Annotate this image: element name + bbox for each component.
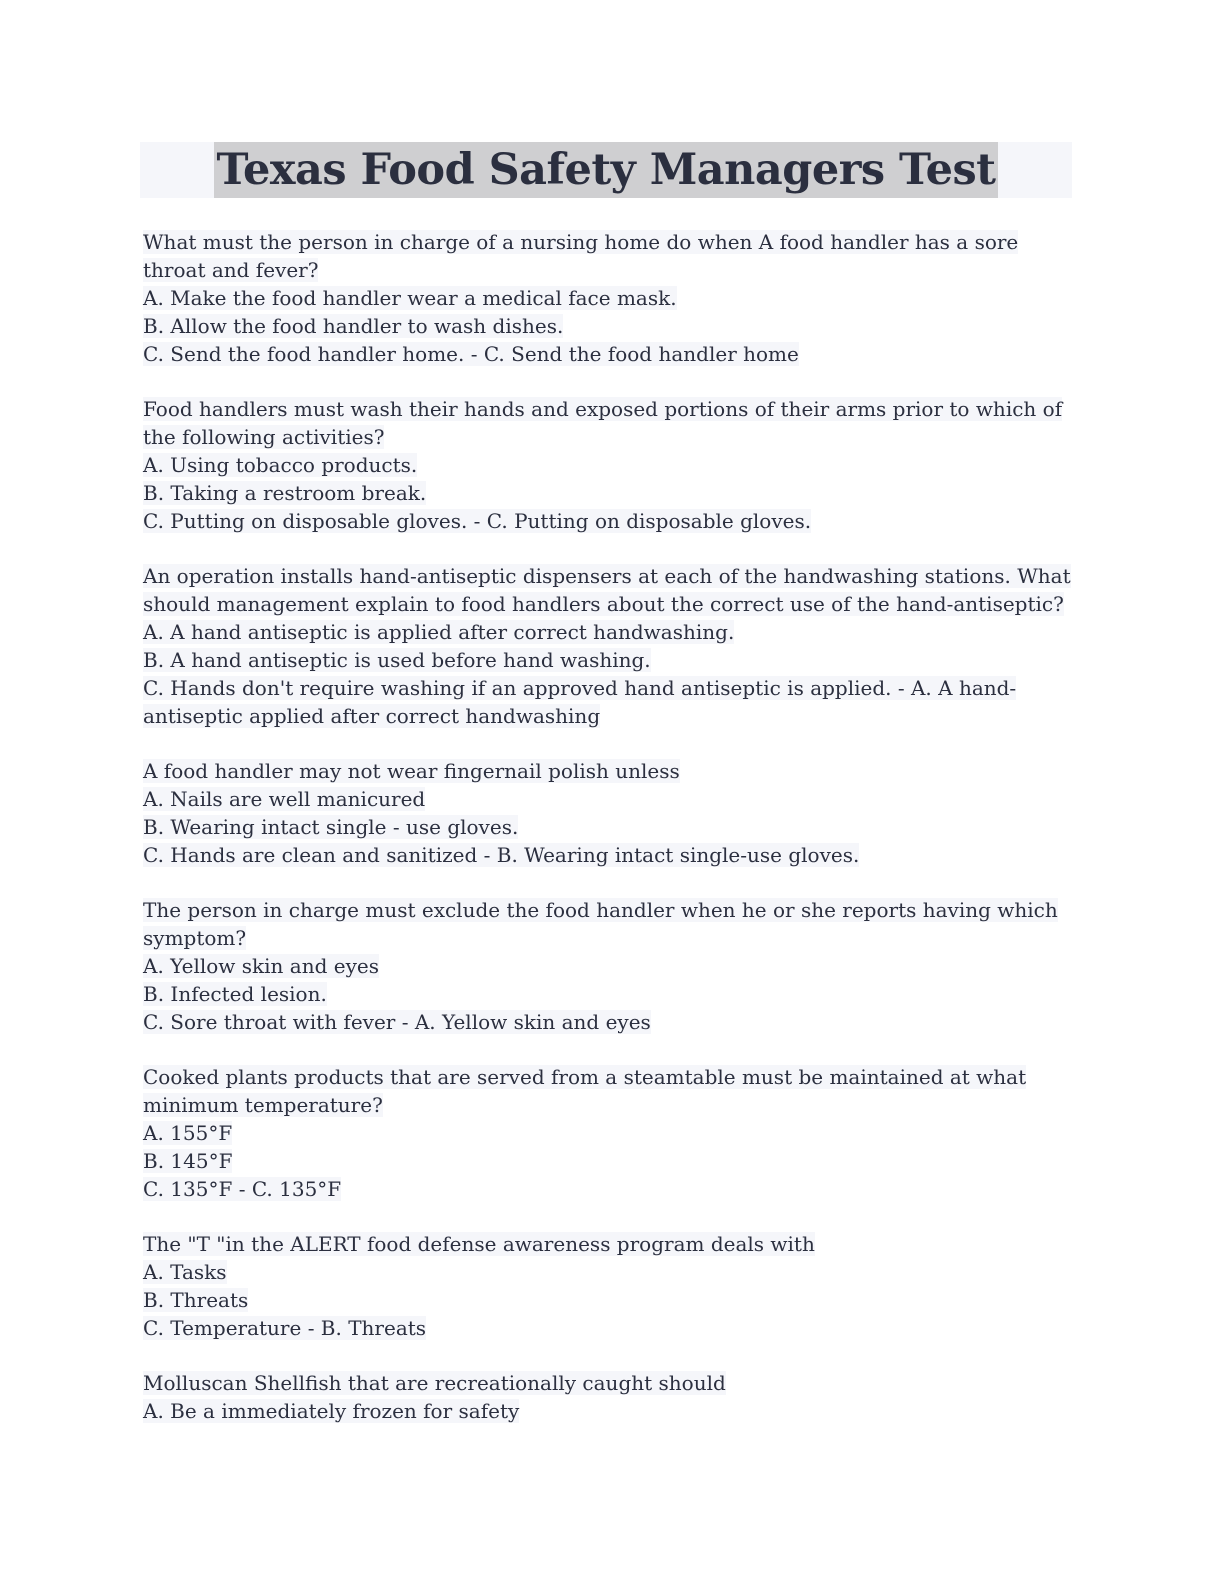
question-text-line: What must the person in charge of a nursing home do when A food handler has a sore	[143, 230, 1019, 254]
question-text-line: symptom?	[143, 926, 247, 950]
document-title: Texas Food Safety Managers Test	[214, 142, 997, 198]
title-band	[140, 142, 1072, 198]
question-text-line: minimum temperature?	[143, 1093, 383, 1117]
answer-option: A. Be a immediately frozen for safety	[143, 1399, 520, 1423]
question-block	[143, 228, 1078, 368]
question-block	[143, 562, 1078, 730]
answer-option: C. Temperature - B. Threats	[143, 1316, 427, 1340]
question-block	[143, 395, 1078, 535]
answer-option: C. Hands don't require washing if an approved hand antiseptic is applied. - A. A hand-	[143, 676, 1017, 700]
question-text-line: The person in charge must exclude the food handler when he or she reports having which	[143, 898, 1058, 922]
answer-option: C. Sore throat with fever - A. Yellow skin and eyes	[143, 1010, 651, 1034]
answer-option: A. A hand antiseptic is applied after correct handwashing.	[143, 620, 735, 644]
answer-option: A. Nails are well manicured	[143, 787, 426, 811]
question-block	[143, 1230, 1078, 1342]
question-text-line: throat and fever?	[143, 258, 319, 282]
answer-option: antiseptic applied after correct handwashing	[143, 704, 601, 728]
answer-option: B. Infected lesion.	[143, 982, 327, 1006]
question-text-line: The "T "in the ALERT food defense awareness program deals with	[143, 1232, 815, 1256]
question-text-line: should management explain to food handlers about the correct use of the hand-antiseptic?	[143, 592, 1064, 616]
question-text-line: A food handler may not wear fingernail polish unless	[143, 759, 680, 783]
question-block	[143, 1063, 1078, 1203]
question-text-line: Cooked plants products that are served from a steamtable must be maintained at what	[143, 1065, 1027, 1089]
question-block	[143, 1369, 1078, 1425]
question-text-line: Food handlers must wash their hands and exposed portions of their arms prior to which of	[143, 397, 1063, 421]
answer-option: A. Yellow skin and eyes	[143, 954, 379, 978]
answer-option: B. Wearing intact single - use gloves.	[143, 815, 519, 839]
answer-option: A. Tasks	[143, 1260, 227, 1284]
answer-option: B. Allow the food handler to wash dishes.	[143, 314, 564, 338]
questions-list	[143, 228, 1078, 1452]
answer-option: B. 145°F	[143, 1149, 233, 1173]
answer-option: C. Send the food handler home. - C. Send the food handler home	[143, 342, 799, 366]
answer-option: A. Using tobacco products.	[143, 453, 418, 477]
answer-option: B. Taking a restroom break.	[143, 481, 427, 505]
answer-option: A. Make the food handler wear a medical face mask.	[143, 286, 677, 310]
question-text-line: the following activities?	[143, 425, 385, 449]
question-text-line: Molluscan Shellfish that are recreationally caught should	[143, 1371, 726, 1395]
question-text-line: An operation installs hand-antiseptic dispensers at each of the handwashing stations. What	[143, 564, 1071, 588]
answer-option: A. 155°F	[143, 1121, 233, 1145]
answer-option: C. Putting on disposable gloves. - C. Putting on disposable gloves.	[143, 509, 812, 533]
question-block	[143, 896, 1078, 1036]
answer-option: B. Threats	[143, 1288, 249, 1312]
answer-option: B. A hand antiseptic is used before hand washing.	[143, 648, 651, 672]
question-block	[143, 757, 1078, 869]
answer-option: C. Hands are clean and sanitized - B. Wearing intact single-use gloves.	[143, 843, 860, 867]
answer-option: C. 135°F - C. 135°F	[143, 1177, 342, 1201]
